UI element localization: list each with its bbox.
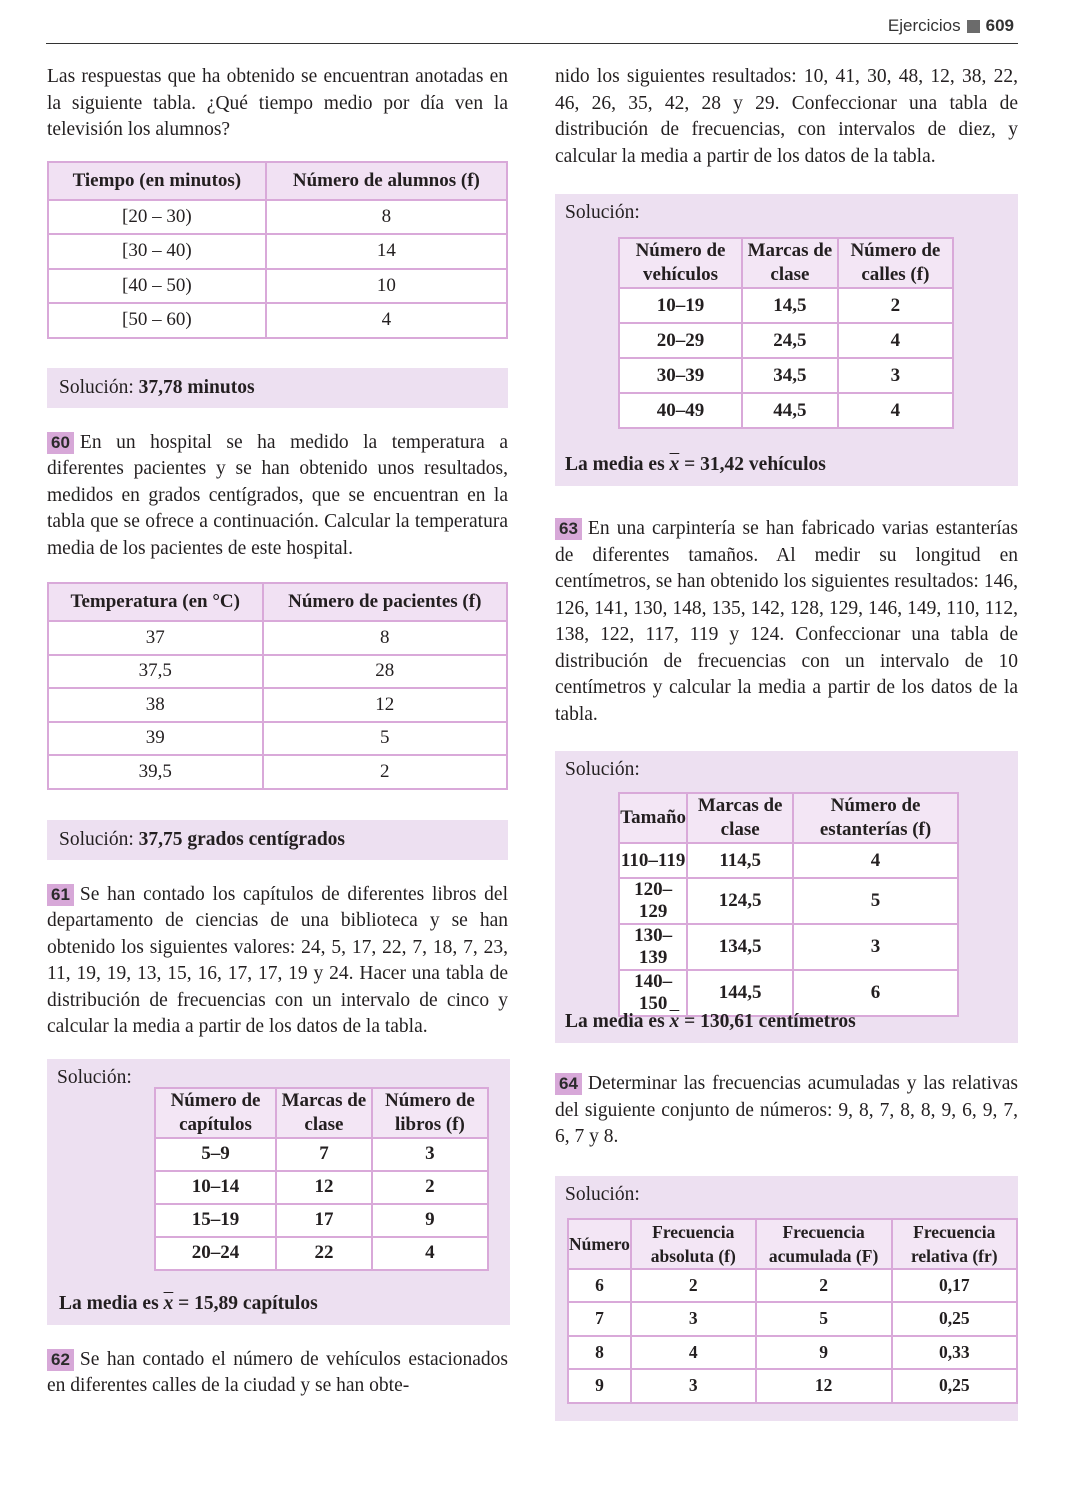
solution-box	[555, 1176, 1018, 1421]
right-column	[555, 64, 1018, 1421]
table-cell: 4	[372, 1237, 488, 1270]
table-cell: [30 – 40)	[48, 234, 266, 269]
table-cell: 2	[838, 288, 953, 323]
table-cell: 6	[793, 970, 958, 1016]
table-cell: 2	[631, 1269, 756, 1303]
table-row	[619, 878, 958, 924]
table-row	[48, 655, 507, 689]
table-cell: 39,5	[48, 755, 263, 789]
solution-result: La media es $\overline{x} = 15,89$ capítulos	[59, 1292, 318, 1314]
shelves-table	[618, 792, 959, 1017]
column-header: Marcas de clase	[276, 1088, 372, 1138]
table-cell: 39	[48, 722, 263, 756]
exercise-number: 64	[555, 1073, 582, 1095]
table-cell: 5	[793, 878, 958, 924]
table-cell: 4	[838, 323, 953, 358]
exercise-64	[555, 1071, 1018, 1151]
table-row	[568, 1369, 1017, 1403]
table-cell: 3	[838, 358, 953, 393]
table-cell: [40 – 50)	[48, 269, 266, 304]
table-cell: 38	[48, 688, 263, 722]
column-header: Número de libros (f)	[372, 1088, 488, 1138]
chapters-table	[154, 1087, 489, 1271]
column-header: Número de capítulos	[155, 1088, 276, 1138]
solution-box	[47, 1059, 510, 1325]
table-cell: 10–14	[155, 1171, 276, 1204]
solution-result: La media es $\overline{x} = 31,42$ vehículos	[565, 454, 826, 475]
table-cell: 5–9	[155, 1138, 276, 1171]
temperature-table	[47, 582, 508, 790]
table-cell: 37,5	[48, 655, 263, 689]
table-cell: 15–19	[155, 1204, 276, 1237]
table-row	[619, 924, 958, 970]
solution-label: Solución:	[565, 759, 640, 780]
solution-label: Solución:	[57, 1066, 132, 1088]
table-cell: 110–119	[619, 843, 687, 878]
intro-text: Las respuestas que ha obtenido se encuentran anotadas en la siguiente tabla. ¿Qué tiempo medio por día ven la televisión los alumnos?	[47, 66, 508, 140]
column-header: Marcas de clase	[687, 793, 793, 843]
table-row	[619, 393, 953, 428]
column-header: Tamaño	[619, 793, 687, 843]
table-row	[155, 1204, 488, 1237]
table-cell: 114,5	[687, 843, 793, 878]
table-cell: 124,5	[687, 878, 793, 924]
table-row	[48, 269, 507, 304]
solution-box	[47, 820, 508, 860]
table-row	[619, 843, 958, 878]
column-header: Número de estanterías (f)	[793, 793, 958, 843]
table-cell: 140–150	[619, 970, 687, 1016]
table-cell: 5	[263, 722, 507, 756]
column-header: Número de calles (f)	[838, 238, 953, 288]
column-header: Frecuencia absoluta (f)	[631, 1219, 756, 1269]
table-cell: 0,25	[892, 1369, 1017, 1403]
tv-time-table	[47, 161, 508, 339]
table-cell: 4	[631, 1336, 756, 1370]
table-row	[619, 323, 953, 358]
table-row	[568, 1336, 1017, 1370]
table-cell: 22	[276, 1237, 372, 1270]
table-cell: 12	[756, 1369, 892, 1403]
solution-label: Solución:	[565, 1183, 640, 1205]
table-cell: 0,33	[892, 1336, 1017, 1370]
table-row	[48, 755, 507, 789]
solution-box	[555, 751, 1018, 1043]
exercise-61	[47, 882, 508, 1041]
exercise-number: 62	[47, 1349, 74, 1371]
table-cell: 4	[838, 393, 953, 428]
table-cell: 5	[756, 1302, 892, 1336]
table-cell: [50 – 60)	[48, 303, 266, 338]
table-cell: 10	[266, 269, 507, 304]
exercise-60	[47, 430, 508, 563]
table-row	[48, 200, 507, 235]
table-row	[619, 288, 953, 323]
exercise-text: En una carpintería se han fabricado varias estanterías de diferentes tamaños. Al medir su longitud en centímetros, se han obtenido los siguientes resultados: 146, 126, 141, 130, 148, 135, 142, 128, 129, 146, 149, 110, 112, 138, 122, 117, 119 y 124. Confeccionar una tabla de distribución de frecuencias con un intervalo de 10 centímetros y calcular la media a partir de los datos de la tabla.	[555, 518, 1018, 725]
solution-box	[555, 194, 1018, 486]
column-header: Número de alumnos (f)	[266, 162, 507, 200]
table-cell: 30–39	[619, 358, 742, 393]
table-cell: 130–139	[619, 924, 687, 970]
column-header: Número de pacientes (f)	[263, 583, 507, 621]
table-cell: 40–49	[619, 393, 742, 428]
table-cell: 28	[263, 655, 507, 689]
table-cell: 37	[48, 621, 263, 655]
table-cell: 14	[266, 234, 507, 269]
table-row	[619, 970, 958, 1016]
exercise-text: Determinar las frecuencias acumuladas y las relativas del siguiente conjunto de números: 9, 8, 7, 8, 8, 9, 6, 9, 7, 6, 7 y 8.	[555, 1073, 1018, 1147]
left-column	[47, 64, 508, 1400]
exercise-text: Se han contado los capítulos de diferentes libros del departamento de ciencias de una biblioteca y se han obtenido los siguientes valores: 24, 5, 17, 22, 7, 18, 7, 23, 11, 19, 19, 13, 15, 16, 17, 17, 19 y 24. Hacer una tabla de distribución de frecuencias con un intervalo de cinco y calcular la media a partir de los datos de la tabla.	[47, 883, 508, 1037]
table-cell: 14,5	[742, 288, 838, 323]
column-header: Temperatura (en °C)	[48, 583, 263, 621]
table-row	[155, 1237, 488, 1270]
table-cell: 8	[568, 1336, 631, 1370]
table-cell: 120–129	[619, 878, 687, 924]
solution-label: Solución:	[59, 376, 134, 398]
table-cell: 4	[793, 843, 958, 878]
table-cell: 3	[631, 1302, 756, 1336]
table-row	[155, 1171, 488, 1204]
page-header	[46, 14, 1018, 44]
solution-value: 37,75 grados centígrados	[138, 828, 346, 850]
table-cell: 144,5	[687, 970, 793, 1016]
table-row	[48, 722, 507, 756]
solution-label: Solución:	[59, 828, 134, 850]
table-cell: 9	[372, 1204, 488, 1237]
table-cell: 2	[756, 1269, 892, 1303]
square-bullet-icon	[967, 20, 980, 33]
table-row	[48, 234, 507, 269]
section-title: Ejercicios	[887, 16, 961, 35]
table-cell: 12	[276, 1171, 372, 1204]
exercise-number: 60	[47, 432, 74, 454]
table-cell: 134,5	[687, 924, 793, 970]
page-number: 609	[985, 16, 1014, 35]
exercise-text: En un hospital se ha medido la temperatura a diferentes pacientes y se han obtenido unos resultados, medidos en grados centígrados, que se encuentran en la tabla que se ofrece a continuación. Calcular la temperatura media de los pacientes de este hospital.	[47, 431, 508, 559]
table-cell: 20–29	[619, 323, 742, 358]
table-cell: 7	[276, 1138, 372, 1171]
solution-result: La media es $\overline{x} = 130,61$ centímetros	[565, 1011, 856, 1032]
table-cell: 9	[568, 1369, 631, 1403]
exercise-63	[555, 516, 1018, 728]
table-cell: 24,5	[742, 323, 838, 358]
column-header: Número	[568, 1219, 631, 1269]
table-cell: 2	[263, 755, 507, 789]
table-cell: 20–24	[155, 1237, 276, 1270]
table-row	[48, 303, 507, 338]
exercise-number: 63	[555, 518, 582, 540]
table-row	[568, 1302, 1017, 1336]
exercise-text: Se han contado el número de vehículos estacionados en diferentes calles de la ciudad y se han obte-	[47, 1348, 508, 1396]
table-cell: 10–19	[619, 288, 742, 323]
table-cell: 8	[263, 621, 507, 655]
table-cell: 4	[266, 303, 507, 338]
table-cell: 2	[372, 1171, 488, 1204]
table-cell: 12	[263, 688, 507, 722]
table-cell: 34,5	[742, 358, 838, 393]
table-cell: 44,5	[742, 393, 838, 428]
column-header: Número de vehículos	[619, 238, 742, 288]
table-row	[568, 1269, 1017, 1303]
table-cell: 3	[372, 1138, 488, 1171]
table-cell: 7	[568, 1302, 631, 1336]
table-cell: 9	[756, 1336, 892, 1370]
table-cell: 3	[631, 1369, 756, 1403]
vehicles-table	[618, 237, 954, 429]
table-row	[155, 1138, 488, 1171]
column-header: Marcas de clase	[742, 238, 838, 288]
table-row	[48, 688, 507, 722]
table-cell: 8	[266, 200, 507, 235]
column-header: Frecuencia relativa (fr)	[892, 1219, 1017, 1269]
exercise-62-continued: nido los siguientes resultados: 10, 41, 30, 48, 12, 38, 22, 46, 26, 35, 42, 28 y 29. Confeccionar una tabla de distribución de frecuencias, con intervalos de diez, y calcular la media a partir de los datos de la tabla.	[555, 66, 1018, 167]
table-cell: 0,17	[892, 1269, 1017, 1303]
exercise-62	[47, 1347, 508, 1400]
solution-label: Solución:	[565, 202, 640, 223]
exercise-number: 61	[47, 884, 74, 906]
solution-value: 37,78 minutos	[138, 376, 255, 398]
column-header: Tiempo (en minutos)	[48, 162, 266, 200]
table-cell: 6	[568, 1269, 631, 1303]
table-cell: 0,25	[892, 1302, 1017, 1336]
table-row	[619, 358, 953, 393]
frequencies-table	[567, 1218, 1018, 1404]
table-header-row	[48, 162, 507, 200]
table-row	[48, 621, 507, 655]
column-header: Frecuencia acumulada (F)	[756, 1219, 892, 1269]
table-cell: 3	[793, 924, 958, 970]
table-cell: 17	[276, 1204, 372, 1237]
table-cell: [20 – 30)	[48, 200, 266, 235]
solution-box	[47, 368, 508, 408]
